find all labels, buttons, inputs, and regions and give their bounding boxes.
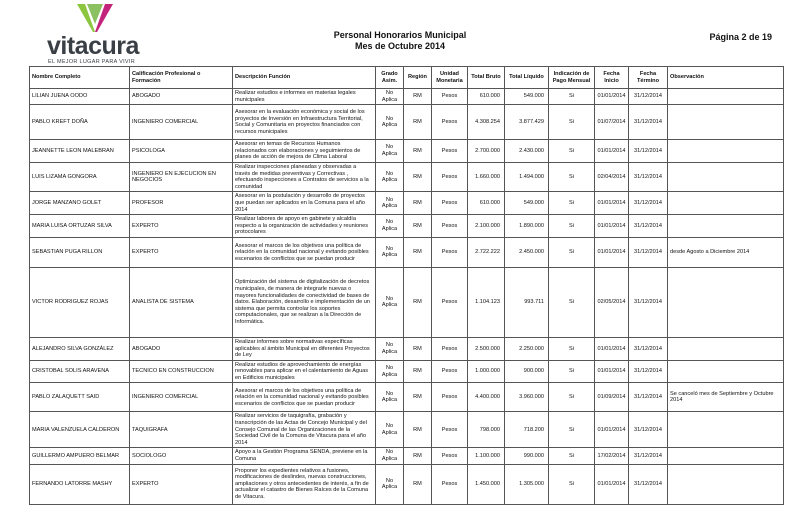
cell-obs bbox=[668, 192, 784, 215]
cell-grado: No Aplica bbox=[376, 162, 404, 191]
cell-nombre: JORGE MANZANO GOLET bbox=[30, 192, 130, 215]
cell-liquido: 3.960.000 bbox=[505, 383, 549, 412]
cell-unidad: Pesos bbox=[432, 89, 468, 105]
cell-region: RM bbox=[404, 337, 432, 360]
table-row bbox=[30, 89, 784, 105]
cell-unidad: Pesos bbox=[432, 140, 468, 163]
cell-unidad: Pesos bbox=[432, 192, 468, 215]
cell-inicio: 01/01/2014 bbox=[595, 464, 629, 504]
cell-bruto: 798.000 bbox=[468, 412, 505, 448]
cell-grado: No Aplica bbox=[376, 337, 404, 360]
cell-descripcion: Optimización del sistema de digitalización de decretos municipales, de manera de integrarle nuevas o mayores funcionalidades de conectividad de bases de datos. Elaboración, desarrollo e implementación de un sistema que permita controlar los soportes computacionales, que se realizan a la Dirección de Informática. bbox=[233, 267, 376, 337]
col-header: Observación bbox=[668, 67, 784, 89]
cell-bruto: 2.722.222 bbox=[468, 237, 505, 267]
table-row bbox=[30, 267, 784, 337]
col-header: Unidad Monetaria bbox=[432, 67, 468, 89]
cell-region: RM bbox=[404, 140, 432, 163]
table-row bbox=[30, 337, 784, 360]
cell-pago: Si bbox=[549, 448, 595, 464]
col-header: Nombre Completo bbox=[30, 67, 130, 89]
cell-unidad: Pesos bbox=[432, 448, 468, 464]
cell-termino: 31/12/2014 bbox=[629, 412, 668, 448]
cell-nombre: MARIA LUISA ORTUZAR SILVA bbox=[30, 215, 130, 238]
cell-obs bbox=[668, 89, 784, 105]
cell-calificacion: EXPERTO bbox=[130, 464, 233, 504]
cell-unidad: Pesos bbox=[432, 383, 468, 412]
cell-region: RM bbox=[404, 412, 432, 448]
table-row bbox=[30, 464, 784, 504]
cell-grado: No Aplica bbox=[376, 412, 404, 448]
cell-liquido: 1.494.000 bbox=[505, 162, 549, 191]
cell-obs bbox=[668, 162, 784, 191]
cell-calificacion: SOCIOLOGO bbox=[130, 448, 233, 464]
cell-grado: No Aplica bbox=[376, 448, 404, 464]
cell-inicio: 01/07/2014 bbox=[595, 105, 629, 140]
cell-unidad: Pesos bbox=[432, 215, 468, 238]
col-header: Total Bruto bbox=[468, 67, 505, 89]
col-header: Fecha Término bbox=[629, 67, 668, 89]
cell-nombre: GUILLERMO AMPUERO BELMAR bbox=[30, 448, 130, 464]
cell-grado: No Aplica bbox=[376, 383, 404, 412]
table-row bbox=[30, 448, 784, 464]
table-row bbox=[30, 412, 784, 448]
cell-bruto: 1.100.000 bbox=[468, 448, 505, 464]
cell-region: RM bbox=[404, 215, 432, 238]
cell-descripcion: Asesorar el marcos de los objetivos una política de relación en la comunidad nacional y evitando posibles escenarios de conflictos que se puedan producir bbox=[233, 383, 376, 412]
cell-nombre: PABLO KREFT DOÑA bbox=[30, 105, 130, 140]
cell-descripcion: Asesorar en la evaluación económica y social de los proyectos de Inversión en Infraestructura Territorial, Social y Comunitaria en proyectos financiados con recursos municipales bbox=[233, 105, 376, 140]
cell-pago: Si bbox=[549, 337, 595, 360]
cell-liquido: 990.000 bbox=[505, 448, 549, 464]
cell-bruto: 1.000.000 bbox=[468, 360, 505, 383]
page-number: Página 2 de 19 bbox=[709, 32, 772, 42]
cell-obs bbox=[668, 140, 784, 163]
cell-unidad: Pesos bbox=[432, 360, 468, 383]
cell-liquido: 718.200 bbox=[505, 412, 549, 448]
cell-bruto: 1.450.000 bbox=[468, 464, 505, 504]
col-header: Descripción Función bbox=[233, 67, 376, 89]
cell-grado: No Aplica bbox=[376, 360, 404, 383]
logo-wordmark: vitacura bbox=[47, 32, 139, 60]
cell-pago: Si bbox=[549, 360, 595, 383]
cell-descripcion: Proponer los expedientes relativos a fusiones, modificaciones de deslindes, nuevas construcciones, ampliaciones y otros antecedentes de interés, a fin de actualizar el catastro de Bienes Raíces de la Comuna de Vitacura. bbox=[233, 464, 376, 504]
cell-pago: Si bbox=[549, 105, 595, 140]
cell-obs bbox=[668, 360, 784, 383]
cell-calificacion: ABOGADO bbox=[130, 89, 233, 105]
cell-descripcion: Realizar estudios de aprovechamiento de energías renovables para aplicar en el calentamiento de Aguas en Edificios municipales bbox=[233, 360, 376, 383]
cell-calificacion: INGENIERO EN EJECUCION EN NEGOCIOS bbox=[130, 162, 233, 191]
cell-region: RM bbox=[404, 192, 432, 215]
cell-grado: No Aplica bbox=[376, 267, 404, 337]
cell-region: RM bbox=[404, 464, 432, 504]
col-header: Región bbox=[404, 67, 432, 89]
cell-calificacion: EXPERTO bbox=[130, 215, 233, 238]
cell-bruto: 4.308.254 bbox=[468, 105, 505, 140]
cell-nombre: CRISTOBAL SOLIS ARAVENA bbox=[30, 360, 130, 383]
cell-region: RM bbox=[404, 89, 432, 105]
cell-grado: No Aplica bbox=[376, 192, 404, 215]
table-row bbox=[30, 360, 784, 383]
cell-region: RM bbox=[404, 448, 432, 464]
cell-descripcion: Realizar informes sobre normativas específicas aplicables al ámbito Municipal en diferentes Proyectos de Ley bbox=[233, 337, 376, 360]
cell-pago: Si bbox=[549, 237, 595, 267]
cell-region: RM bbox=[404, 237, 432, 267]
cell-unidad: Pesos bbox=[432, 237, 468, 267]
cell-unidad: Pesos bbox=[432, 267, 468, 337]
title-line-2: Mes de Octubre 2014 bbox=[354, 41, 446, 51]
cell-liquido: 2.450.000 bbox=[505, 237, 549, 267]
table-row bbox=[30, 140, 784, 163]
cell-pago: Si bbox=[549, 140, 595, 163]
cell-calificacion: INGENIERO COMERCIAL bbox=[130, 383, 233, 412]
cell-obs bbox=[668, 448, 784, 464]
cell-calificacion: PROFESOR bbox=[130, 192, 233, 215]
honorarios-table bbox=[29, 66, 784, 505]
cell-liquido: 3.877.429 bbox=[505, 105, 549, 140]
cell-inicio: 01/09/2014 bbox=[595, 383, 629, 412]
table-header-row bbox=[30, 67, 784, 89]
cell-grado: No Aplica bbox=[376, 89, 404, 105]
cell-inicio: 01/01/2014 bbox=[595, 337, 629, 360]
col-header: Calificación Profesional o Formación bbox=[130, 67, 233, 89]
cell-inicio: 01/01/2014 bbox=[595, 360, 629, 383]
table-row bbox=[30, 237, 784, 267]
cell-bruto: 2.500.000 bbox=[468, 337, 505, 360]
cell-obs: desde Agosto a Diciembre 2014 bbox=[668, 237, 784, 267]
cell-liquido: 2.250.000 bbox=[505, 337, 549, 360]
cell-grado: No Aplica bbox=[376, 105, 404, 140]
cell-bruto: 4.400.000 bbox=[468, 383, 505, 412]
cell-nombre: FERNANDO LATORRE MASHY bbox=[30, 464, 130, 504]
cell-descripcion: Asesorar el marcos de los objetivos una política de relación en la comunidad nacional y evitando posibles escenarios de conflictos que se puedan producir bbox=[233, 237, 376, 267]
title-line-1: Personal Honorarios Municipal bbox=[333, 30, 467, 40]
cell-region: RM bbox=[404, 267, 432, 337]
cell-descripcion: Realizar servicios de taquigrafía, grabación y transcripción de las Actas de Concejo Municipal y del Consejo Comunal de las Organizaciones de la Sociedad Civil de la Comuna de Vitacura para el año 2014 bbox=[233, 412, 376, 448]
cell-region: RM bbox=[404, 383, 432, 412]
cell-descripcion: Asesorar en temas de Recursos Humanos relacionados con elaboraciones y seguimientos de planes de acción de mejora de Clima Laboral bbox=[233, 140, 376, 163]
cell-grado: No Aplica bbox=[376, 237, 404, 267]
cell-bruto: 610.000 bbox=[468, 192, 505, 215]
cell-descripcion: Realizar labores de apoyo en gabinete y alcaldía respecto a la organización de actividades y reuniones protocolares bbox=[233, 215, 376, 238]
cell-nombre: SEBASTIAN PUGA RILLON bbox=[30, 237, 130, 267]
cell-termino: 31/12/2014 bbox=[629, 215, 668, 238]
cell-nombre: LUIS LIZAMA GONGORA bbox=[30, 162, 130, 191]
cell-calificacion: EXPERTO bbox=[130, 237, 233, 267]
cell-grado: No Aplica bbox=[376, 464, 404, 504]
cell-termino: 31/12/2014 bbox=[629, 105, 668, 140]
col-header: Indicación de Pago Mensual bbox=[549, 67, 595, 89]
table-row bbox=[30, 192, 784, 215]
cell-inicio: 01/01/2014 bbox=[595, 192, 629, 215]
cell-pago: Si bbox=[549, 412, 595, 448]
cell-grado: No Aplica bbox=[376, 215, 404, 238]
vitacura-logo bbox=[47, 2, 167, 65]
cell-obs bbox=[668, 215, 784, 238]
cell-pago: Si bbox=[549, 89, 595, 105]
cell-unidad: Pesos bbox=[432, 162, 468, 191]
cell-bruto: 610.000 bbox=[468, 89, 505, 105]
cell-liquido: 900.000 bbox=[505, 360, 549, 383]
cell-obs: Se canceló mes de Septiembre y Octubre 2014 bbox=[668, 383, 784, 412]
cell-calificacion: TAQUIGRAFA bbox=[130, 412, 233, 448]
cell-termino: 31/12/2014 bbox=[629, 267, 668, 337]
cell-inicio: 02/05/2014 bbox=[595, 267, 629, 337]
cell-descripcion: Apoyo a la Gestión Programa SENDA, previene en la Comuna bbox=[233, 448, 376, 464]
cell-calificacion: TECNICO EN CONSTRUCCION bbox=[130, 360, 233, 383]
cell-descripcion: Asesorar en la postulación y desarrollo de proyectos que puedan ser aplicados en la Comuna para el año 2014 bbox=[233, 192, 376, 215]
cell-liquido: 1.890.000 bbox=[505, 215, 549, 238]
cell-descripcion: Realizar estudios e informes en materias legales municipales bbox=[233, 89, 376, 105]
cell-pago: Si bbox=[549, 267, 595, 337]
cell-region: RM bbox=[404, 162, 432, 191]
cell-liquido: 1.305.000 bbox=[505, 464, 549, 504]
cell-liquido: 993.711 bbox=[505, 267, 549, 337]
cell-nombre: VICTOR RODRIGUEZ ROJAS bbox=[30, 267, 130, 337]
cell-inicio: 01/01/2014 bbox=[595, 412, 629, 448]
col-header: Fecha Inicio bbox=[595, 67, 629, 89]
logo-tagline: EL MEJOR LUGAR PARA VIVIR bbox=[48, 59, 135, 65]
cell-pago: Si bbox=[549, 162, 595, 191]
cell-bruto: 1.660.000 bbox=[468, 162, 505, 191]
cell-termino: 31/12/2014 bbox=[629, 237, 668, 267]
cell-obs bbox=[668, 412, 784, 448]
cell-unidad: Pesos bbox=[432, 337, 468, 360]
cell-inicio: 01/01/2014 bbox=[595, 215, 629, 238]
cell-unidad: Pesos bbox=[432, 464, 468, 504]
cell-inicio: 01/01/2014 bbox=[595, 237, 629, 267]
table-row bbox=[30, 383, 784, 412]
cell-obs bbox=[668, 267, 784, 337]
cell-nombre: MARIA VALENZUELA CALDERON bbox=[30, 412, 130, 448]
cell-descripcion: Realizar inspecciones planeadas y observadas a través de medidas preventivas y Correctivas , efectuando inspecciones a Contratos de servicios a la comunidad bbox=[233, 162, 376, 191]
cell-calificacion: PSICOLOGA bbox=[130, 140, 233, 163]
cell-termino: 31/12/2014 bbox=[629, 140, 668, 163]
cell-obs bbox=[668, 105, 784, 140]
cell-nombre: ALEJANDRO SILVA GONZÁLEZ bbox=[30, 337, 130, 360]
cell-calificacion: ABOGADO bbox=[130, 337, 233, 360]
col-header: Total Líquido bbox=[505, 67, 549, 89]
cell-nombre: PABLO ZALAQUETT SAID bbox=[30, 383, 130, 412]
cell-termino: 31/12/2014 bbox=[629, 89, 668, 105]
cell-pago: Si bbox=[549, 464, 595, 504]
cell-obs bbox=[668, 464, 784, 504]
col-header: Grado Asim. bbox=[376, 67, 404, 89]
cell-inicio: 01/01/2014 bbox=[595, 140, 629, 163]
cell-termino: 31/12/2014 bbox=[629, 337, 668, 360]
cell-bruto: 2.700.000 bbox=[468, 140, 505, 163]
cell-liquido: 2.430.000 bbox=[505, 140, 549, 163]
cell-inicio: 02/04/2014 bbox=[595, 162, 629, 191]
cell-liquido: 549.000 bbox=[505, 89, 549, 105]
table-row bbox=[30, 215, 784, 238]
cell-bruto: 1.104.123 bbox=[468, 267, 505, 337]
cell-unidad: Pesos bbox=[432, 105, 468, 140]
cell-bruto: 2.100.000 bbox=[468, 215, 505, 238]
cell-inicio: 17/02/2014 bbox=[595, 448, 629, 464]
cell-region: RM bbox=[404, 105, 432, 140]
cell-calificacion: ANALISTA DE SISTEMA bbox=[130, 267, 233, 337]
cell-inicio: 01/01/2014 bbox=[595, 89, 629, 105]
vitacura-v-icon bbox=[75, 2, 115, 34]
cell-termino: 31/12/2014 bbox=[629, 360, 668, 383]
cell-region: RM bbox=[404, 360, 432, 383]
table-body bbox=[30, 89, 784, 505]
cell-obs bbox=[668, 337, 784, 360]
cell-liquido: 549.000 bbox=[505, 192, 549, 215]
table-row bbox=[30, 105, 784, 140]
cell-termino: 31/12/2014 bbox=[629, 448, 668, 464]
cell-termino: 31/12/2014 bbox=[629, 162, 668, 191]
cell-grado: No Aplica bbox=[376, 140, 404, 163]
cell-termino: 31/12/2014 bbox=[629, 383, 668, 412]
document-title bbox=[300, 30, 500, 52]
cell-nombre: LILIAN JUENA OODO bbox=[30, 89, 130, 105]
cell-pago: Si bbox=[549, 215, 595, 238]
cell-pago: Si bbox=[549, 383, 595, 412]
cell-calificacion: INGENIERO COMERCIAL bbox=[130, 105, 233, 140]
cell-nombre: JEANNETTE LEON MALEBRAN bbox=[30, 140, 130, 163]
cell-pago: Si bbox=[549, 192, 595, 215]
cell-termino: 31/12/2014 bbox=[629, 464, 668, 504]
cell-unidad: Pesos bbox=[432, 412, 468, 448]
cell-termino: 31/12/2014 bbox=[629, 192, 668, 215]
table-row bbox=[30, 162, 784, 191]
